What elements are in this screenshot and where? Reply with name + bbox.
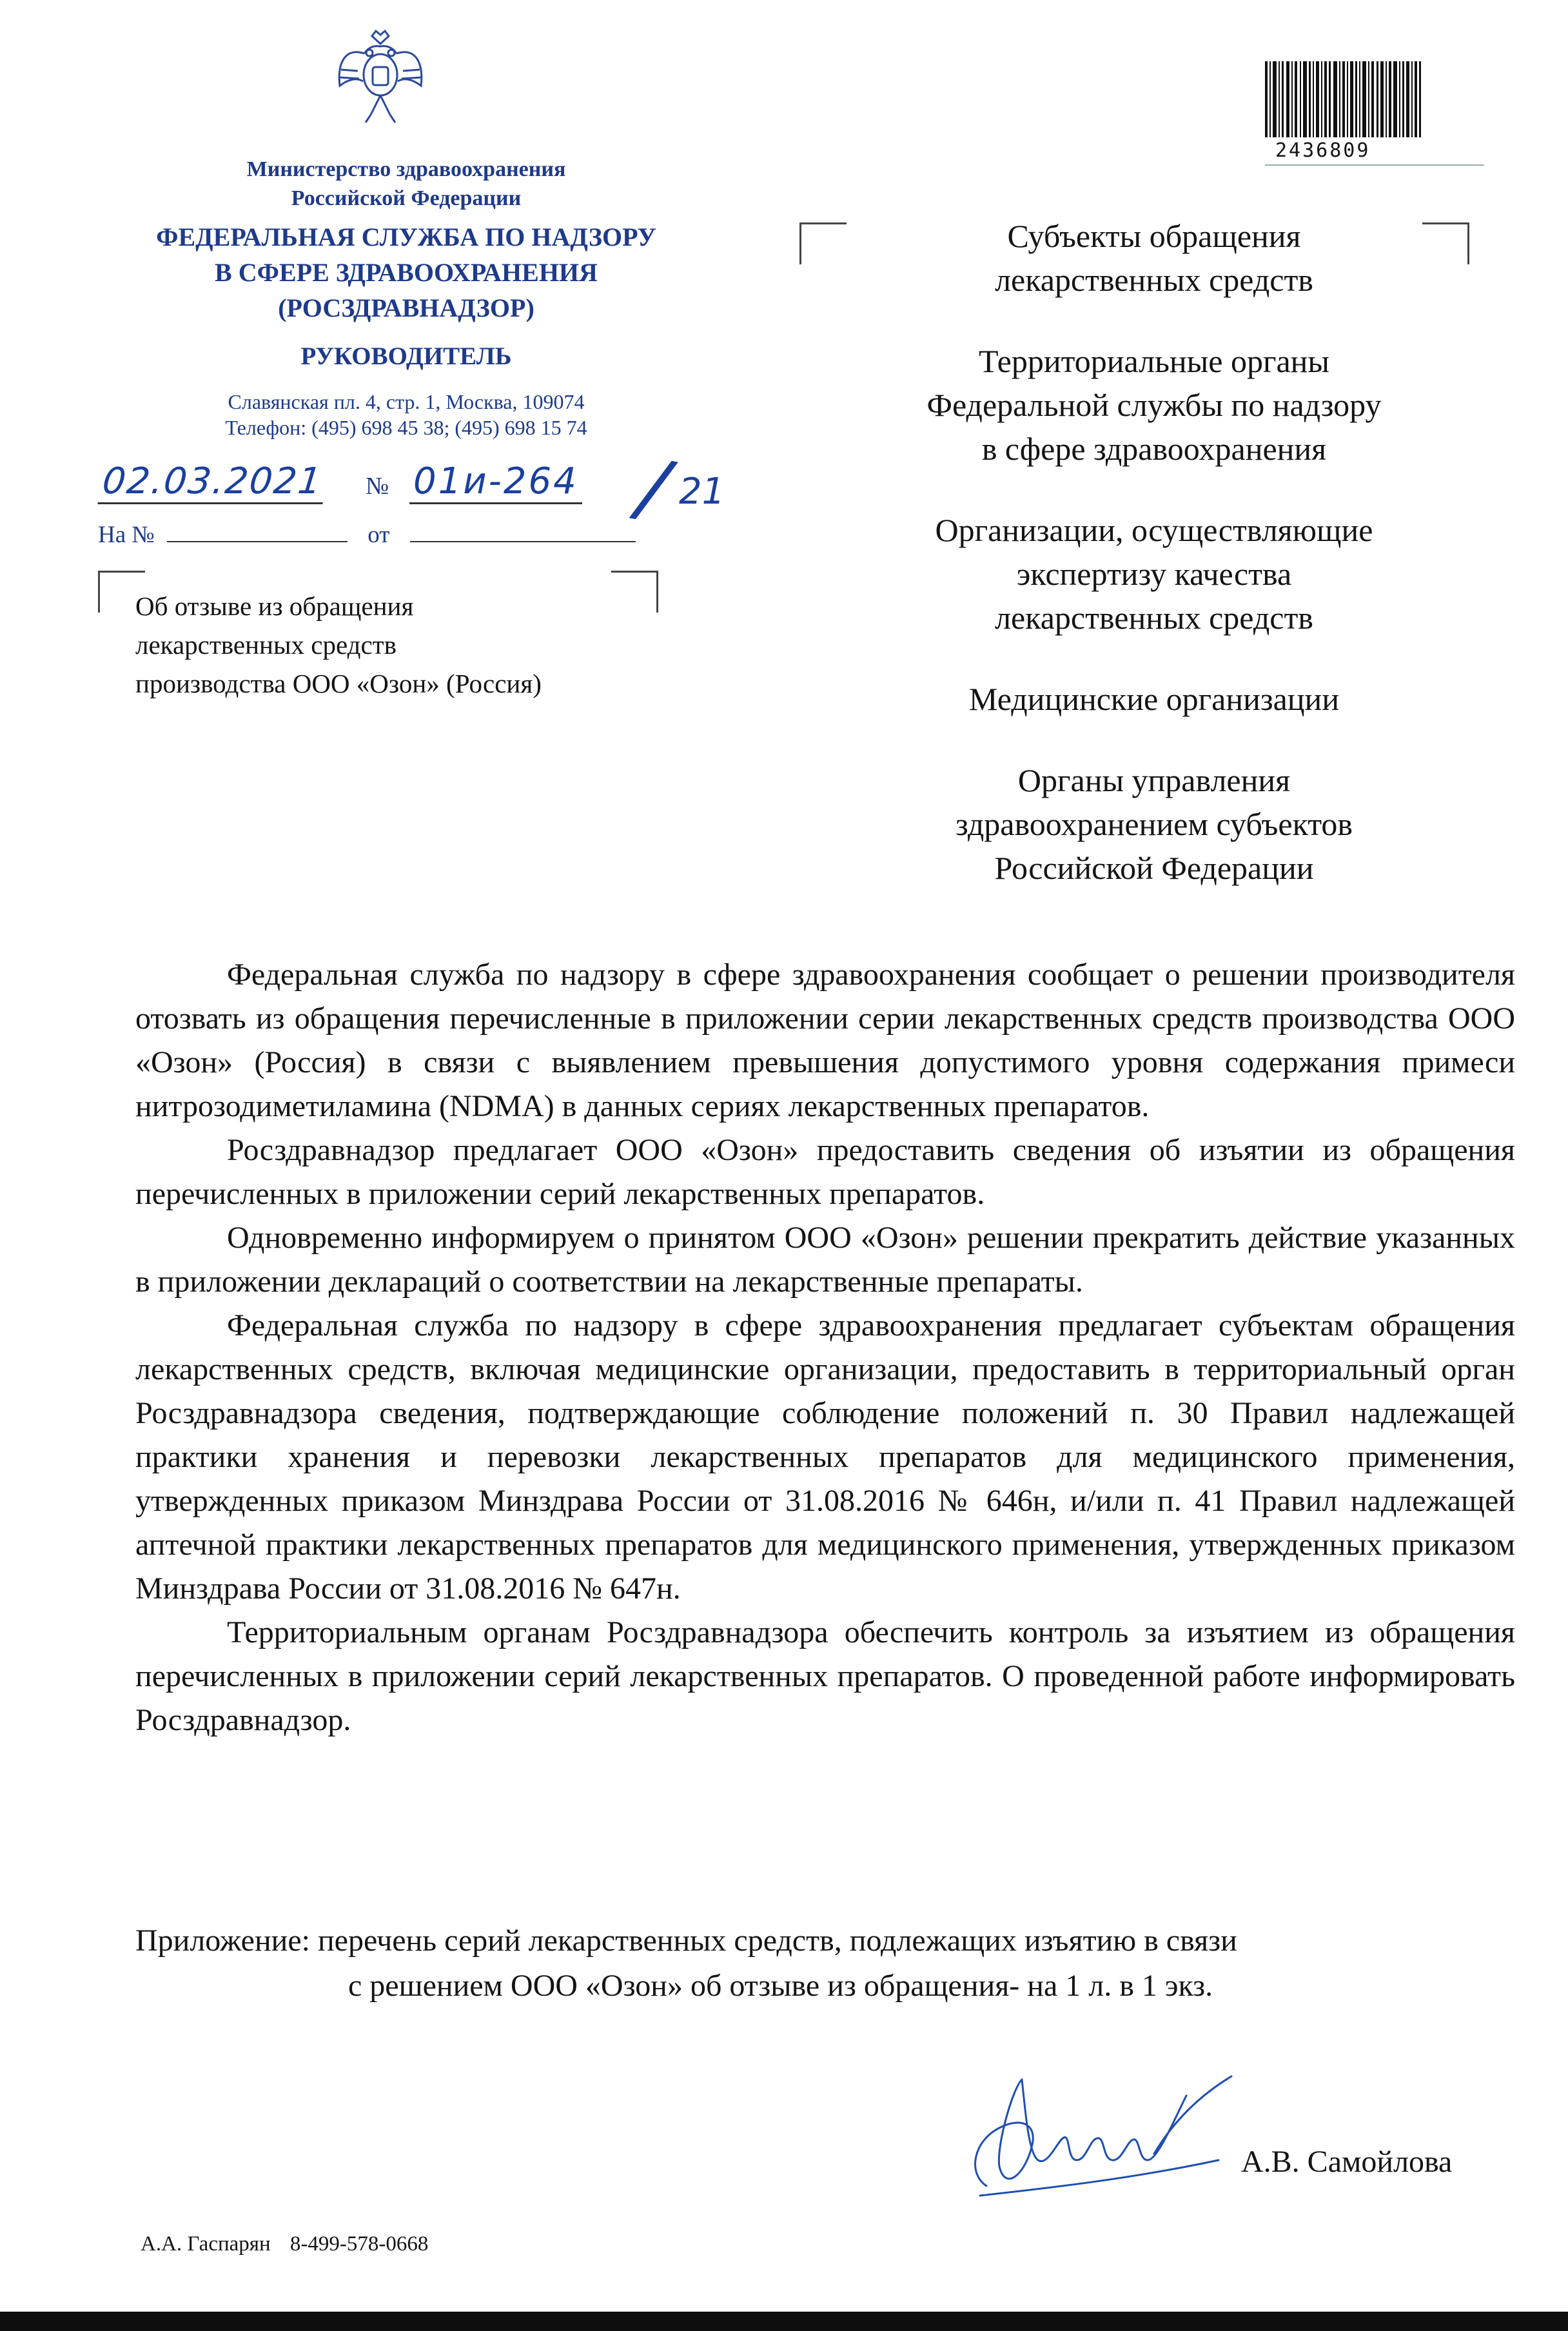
annex-line-2: с решением ООО «Озон» об отзыве из обращения- на 1 л. в 1 экз. bbox=[348, 1969, 1213, 2003]
contact-block bbox=[64, 389, 748, 440]
ministry-line-2: Российской Федерации bbox=[291, 186, 522, 210]
executor-phone: 8-499-578-0668 bbox=[289, 2232, 429, 2256]
executor-name: А.А. Гаспарян bbox=[141, 2232, 271, 2256]
subject-block bbox=[135, 587, 542, 703]
slash-mark: / bbox=[632, 442, 674, 535]
subject-line-1: Об отзыве из обращения bbox=[135, 591, 414, 621]
reply-from-blank bbox=[410, 522, 636, 542]
addressee-line: лекарственных средств bbox=[995, 600, 1313, 636]
addressee-line: Медицинские организации bbox=[968, 681, 1340, 717]
addressee-line: экспертизу качества bbox=[1016, 556, 1292, 592]
number-label: № bbox=[366, 473, 389, 500]
addressee-line: Организации, осуществляющие bbox=[935, 512, 1373, 548]
barcode-rule bbox=[1265, 164, 1484, 166]
registration-date: 02.03.2021 bbox=[97, 460, 327, 504]
barcode-number: 2436809 bbox=[1275, 139, 1371, 162]
addressee-group bbox=[787, 214, 1522, 302]
federal-service-name bbox=[64, 219, 748, 326]
reply-reference-line bbox=[98, 521, 636, 549]
addressee-group bbox=[787, 758, 1522, 890]
service-line-2: В СФЕРЕ ЗДРАВООХРАНЕНИЯ bbox=[215, 258, 598, 287]
registration-number: 01и-264 bbox=[409, 460, 582, 504]
addressee-line: здравоохранением субъектов bbox=[955, 806, 1353, 842]
reply-to-blank bbox=[167, 522, 348, 542]
service-line-1: ФЕДЕРАЛЬНАЯ СЛУЖБА ПО НАДЗОРУ bbox=[156, 222, 656, 251]
address: Славянская пл. 4, стр. 1, Москва, 109074 bbox=[228, 390, 585, 413]
addressee-list bbox=[787, 214, 1522, 927]
annex-line-1: Приложение: перечень серий лекарственных средств, подлежащих изъятию в связи bbox=[135, 1923, 1237, 1958]
addressee-line: в сфере здравоохранения bbox=[981, 431, 1327, 467]
addressee-group bbox=[787, 677, 1522, 721]
ministry-name bbox=[64, 155, 748, 213]
barcode-graphic bbox=[1264, 61, 1422, 137]
phone: Телефон: (495) 698 45 38; (495) 698 15 74 bbox=[225, 416, 587, 439]
subject-line-3: производства ООО «Озон» (Россия) bbox=[135, 669, 542, 698]
body-paragraph: Федеральная служба по надзору в сфере здравоохранения сообщает о решении производителя отозвать из обращения перечисленные в приложении серии лекарственных средств производства ООО «Озон» (Россия) в связи с выявлением превышения допустимого уровня содержания примеси нитрозодиметиламина (NDMA) в данных сериях лекарственных препаратов. bbox=[135, 958, 1515, 1123]
body-paragraph: Одновременно информируем о принятом ООО «Озон» решении прекратить действие указанных в приложении деклараций о соответствии на лекарственные препараты. bbox=[135, 1221, 1515, 1299]
ministry-line-1: Министерство здравоохранения bbox=[246, 157, 566, 181]
body-paragraph: Территориальным органам Росздравнадзора обеспечить контроль за изъятием из обращения перечисленных в приложении серий лекарственных препаратов. О проведенной работе информировать Росздравнадзор. bbox=[135, 1615, 1515, 1737]
handwritten-signature bbox=[961, 2063, 1264, 2212]
subject-corner-right bbox=[611, 571, 658, 613]
signer-name: А.В. Самойлова bbox=[1241, 2145, 1453, 2179]
addressee-line: лекарственных средств bbox=[995, 262, 1313, 298]
addressee-line: Территориальные органы bbox=[978, 343, 1330, 379]
body-paragraph: Росздравнадзор предлагает ООО «Озон» предоставить сведения об изъятии из обращения перечисленных в приложении серий лекарственных препаратов. bbox=[135, 1133, 1515, 1211]
position-title: РУКОВОДИТЕЛЬ bbox=[300, 342, 512, 370]
coat-of-arms-emblem bbox=[326, 25, 435, 134]
body-paragraph: Федеральная служба по надзору в сфере здравоохранения предлагает субъектам обращения лекарственных средств, включая медицинские организации, предоставить в территориальный орган Росздравнадзора сведения, подтверждающие соблюдение положений п. 30 Правил надлежащей практики хранения и перевозки лекарственных препаратов для медицинского применения, утвержденных приказом Минздрава России от 31.08.2016 № 646н, и/или п. 41 Правил надлежащей аптечной практики лекарственных препаратов для медицинского применения, утвержденных приказом Минздрава России от 31.08.2016 № 647н. bbox=[135, 1308, 1515, 1606]
service-line-3: (РОСЗДРАВНАДЗОР) bbox=[278, 293, 534, 322]
addressee-line: Органы управления bbox=[1017, 762, 1291, 798]
registration-number-suffix: 21 bbox=[679, 471, 725, 513]
addressee-group bbox=[787, 508, 1522, 640]
subject-line-2: лекарственных средств bbox=[135, 630, 397, 660]
addressee-line: Российской Федерации bbox=[994, 850, 1314, 886]
addressee-line: Субъекты обращения bbox=[1007, 218, 1301, 254]
reply-from-label: от bbox=[368, 522, 390, 548]
executor-footer bbox=[141, 2232, 428, 2256]
reply-to-label: На № bbox=[98, 522, 155, 548]
letter-body bbox=[135, 953, 1515, 1742]
addressee-line: Федеральной службы по надзору bbox=[926, 387, 1382, 423]
scan-edge bbox=[0, 2312, 1568, 2331]
addressee-group bbox=[787, 339, 1522, 471]
annex-note bbox=[135, 1918, 1515, 2009]
